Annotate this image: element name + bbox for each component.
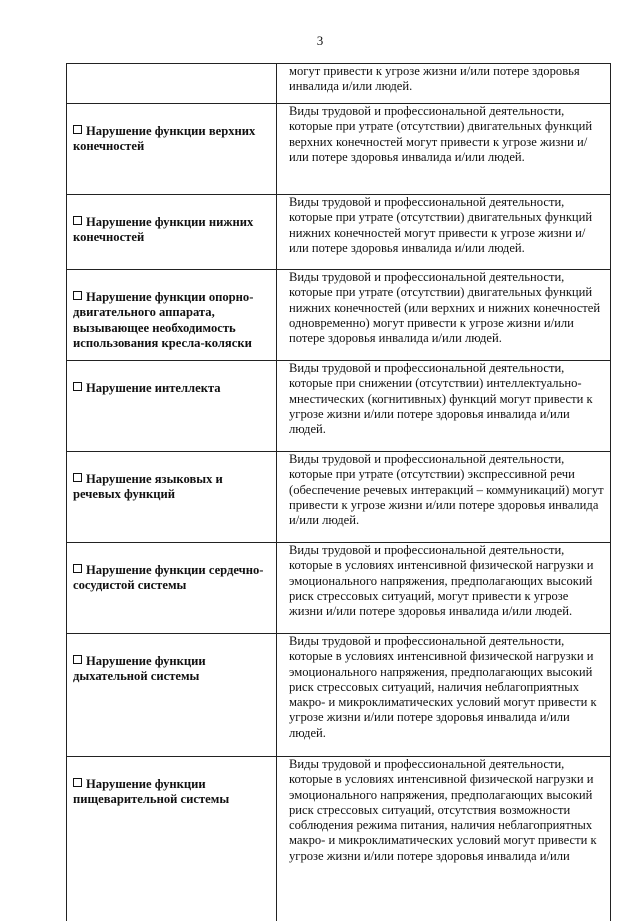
impairment-cell bbox=[67, 543, 277, 634]
table-row bbox=[67, 104, 611, 195]
table-row bbox=[67, 195, 611, 270]
checkbox-icon bbox=[73, 778, 82, 787]
activity-text: Виды трудовой и профессиональной деятельности, которые в условиях интенсивной физической нагрузки и эмоционального напряжения, предполагающих высокий риск стрессовых ситуаций, наличия неблагоприятных макро- и микроклиматических условий могут привести к угрозе жизни и/или потере здоровья инвалида и/или людей. bbox=[289, 634, 597, 740]
activity-cell bbox=[277, 104, 611, 195]
impairment-cell bbox=[67, 452, 277, 543]
table-row bbox=[67, 64, 611, 104]
checkbox-icon bbox=[73, 382, 82, 391]
activity-cell bbox=[277, 270, 611, 361]
activity-text: Виды трудовой и профессиональной деятельности, которые при утрате (отсутствии) экспрессивной речи (обеспечение речевых интеракций – коммуникаций) могут привести к угрозе жизни и/или потере здоровья инвалида и/или людей. bbox=[289, 452, 604, 527]
activity-cell bbox=[277, 64, 611, 104]
activity-text: Виды трудовой и профессиональной деятельности, которые при утрате (отсутствии) двигательных функций нижних конечностей могут привести к угрозе жизни и/или потере здоровья инвалида и/или людей. bbox=[289, 195, 592, 255]
table-row bbox=[67, 452, 611, 543]
checkbox-icon bbox=[73, 564, 82, 573]
checkbox-icon bbox=[73, 655, 82, 664]
activity-cell bbox=[277, 361, 611, 452]
checkbox-icon bbox=[73, 291, 82, 300]
table-row bbox=[67, 361, 611, 452]
impairment-label: Нарушение функции опорно-двигательного аппарата, вызывающее необходимость использования кресла-коляски bbox=[73, 290, 253, 350]
impairment-label: Нарушение языковых и речевых функций bbox=[73, 472, 223, 501]
page-number: 3 bbox=[0, 33, 640, 49]
impairment-cell bbox=[67, 104, 277, 195]
impairment-label: Нарушение интеллекта bbox=[86, 381, 221, 395]
impairment-label: Нарушение функции верхних конечностей bbox=[73, 124, 255, 153]
checkbox-icon bbox=[73, 125, 82, 134]
impairment-cell bbox=[67, 270, 277, 361]
checkbox-icon bbox=[73, 216, 82, 225]
activity-text: Виды трудовой и профессиональной деятельности, которые в условиях интенсивной физической нагрузки и эмоционального напряжения, предполагающих высокий риск стрессовых ситуаций, могут привести к угрозе жизни и/или потере здоровья инвалида и/или людей. bbox=[289, 543, 594, 618]
activity-cell bbox=[277, 634, 611, 757]
table-row bbox=[67, 270, 611, 361]
activity-cell bbox=[277, 543, 611, 634]
activity-text: Виды трудовой и профессиональной деятельности, которые при снижении (отсутствии) интеллектуально-мнестических (когнитивных) функций могут привести к угрозе жизни и/или потере здоровья инвалида и/или людей. bbox=[289, 361, 593, 436]
table-row bbox=[67, 634, 611, 757]
activity-cell bbox=[277, 195, 611, 270]
checkbox-icon bbox=[73, 473, 82, 482]
table-row bbox=[67, 757, 611, 921]
activity-text: могут привести к угрозе жизни и/или потере здоровья инвалида и/или людей. bbox=[289, 64, 580, 93]
table-row bbox=[67, 543, 611, 634]
activity-text: Виды трудовой и профессиональной деятельности, которые при утрате (отсутствии) двигательных функций нижних конечностей (или верхних и нижних конечностей одновременно) могут привести к угрозе жизни и/или потере здоровья инвалида и/или людей. bbox=[289, 270, 600, 345]
activity-cell bbox=[277, 452, 611, 543]
activity-text: Виды трудовой и профессиональной деятельности, которые в условиях интенсивной физической нагрузки и эмоционального напряжения, предполагающих высокий риск стрессовых ситуаций, отсутствия возможности соблюдения режима питания, наличия неблагоприятных макро- и микроклиматических условий могут привести к угрозе жизни и/или потере здоровья инвалида и/или bbox=[289, 757, 597, 863]
impairment-label: Нарушение функции пищеварительной системы bbox=[73, 777, 229, 806]
impairment-cell bbox=[67, 757, 277, 921]
impairment-cell bbox=[67, 634, 277, 757]
activity-cell bbox=[277, 757, 611, 921]
impairment-cell bbox=[67, 195, 277, 270]
impairment-table bbox=[66, 63, 611, 921]
impairment-cell bbox=[67, 64, 277, 104]
impairment-cell bbox=[67, 361, 277, 452]
impairment-label: Нарушение функции дыхательной системы bbox=[73, 654, 206, 683]
impairment-label: Нарушение функции нижних конечностей bbox=[73, 215, 253, 244]
activity-text: Виды трудовой и профессиональной деятельности, которые при утрате (отсутствии) двигательных функций верхних конечностей могут привести к угрозе жизни и/или потере здоровья инвалида и/или людей. bbox=[289, 104, 592, 164]
impairment-label: Нарушение функции сердечно-сосудистой системы bbox=[73, 563, 264, 592]
